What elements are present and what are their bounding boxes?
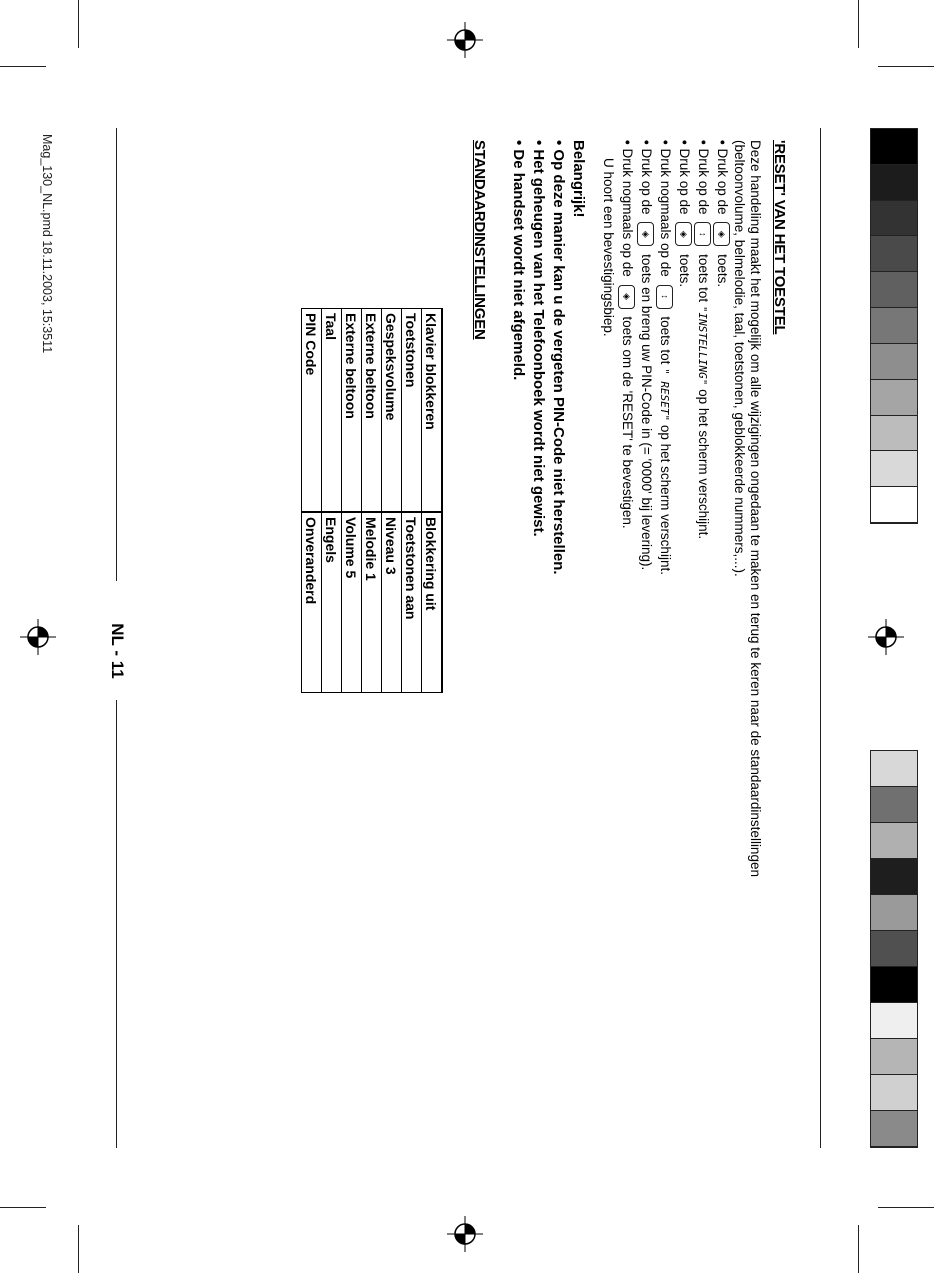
reset-title: 'RESET' VAN HET TOESTEL [771, 140, 788, 335]
reset-intro-line1: Deze handeling maakt het mogelijk om alle wijzigingen ongedaan te maken en terug te keren naar de standaardinstellingen [748, 140, 763, 877]
setting-name-cell: Klavier blokkeren [422, 309, 443, 513]
setting-value-cell: Engels [322, 512, 342, 692]
crop-mark [0, 66, 46, 67]
setting-name-cell: PIN Code [302, 309, 322, 513]
scroll-key-icon: ↕ [694, 222, 711, 246]
important-title: Belangrijk! [570, 140, 587, 218]
list-item: • Druk nogmaals op de ↕ toets tot " RESET" op het scherm verschijnt. [655, 140, 674, 575]
setting-value-cell: Toetstonen aan [402, 512, 422, 692]
list-item: • Druk op de ↕ toets tot "INSTELLING" op het scherm verschijnt. [693, 140, 712, 575]
color-swatch [871, 823, 917, 859]
table-row [342, 309, 362, 693]
color-swatch [871, 1039, 917, 1075]
crop-mark [858, 0, 859, 48]
setting-name-cell: Gespeksvolume [382, 309, 402, 513]
table-row [402, 309, 422, 693]
reset-steps [617, 140, 731, 575]
setting-value-cell: Volume 5 [342, 512, 362, 692]
defaults-title: STANDAARDINSTELLINGEN [471, 140, 488, 340]
setting-name-cell: Externe beltoon [362, 309, 382, 513]
ok-key-icon: ◈ [637, 222, 654, 246]
list-item: • Druk nogmaals op de ◈ toets om de 'RESET' te bevestigen. [617, 140, 636, 575]
color-swatch [871, 967, 917, 1003]
color-swatch [871, 416, 917, 452]
color-swatch [871, 1111, 917, 1147]
list-item: • Druk op de ◈ toets. [712, 140, 731, 575]
color-swatch [871, 751, 917, 787]
footer-rule-top [116, 128, 117, 581]
table-row [422, 309, 443, 693]
color-swatch [871, 1003, 917, 1039]
color-swatch [871, 380, 917, 416]
crop-mark [858, 1225, 859, 1273]
color-swatch [871, 129, 917, 165]
color-swatch [871, 272, 917, 308]
crop-mark [878, 66, 934, 67]
setting-value-cell: Melodie 1 [362, 512, 382, 692]
list-item: • De handset wordt niet afgemeld. [508, 140, 528, 575]
setting-value-cell: Blokkering uit [422, 512, 443, 692]
color-swatch [871, 451, 917, 487]
crop-mark [78, 1225, 79, 1273]
list-item: • Druk op de ◈ toets en breng uw PIN-Code in (= '0000' bij levering). [636, 140, 655, 575]
reset-intro-line2: (beltoonvolume, belmelodie, taal, toetstonen, geblokkeerde nummers,...). [732, 140, 747, 577]
footer-rule-bottom [116, 700, 117, 1148]
table-row [382, 309, 402, 693]
main-content [128, 140, 788, 1150]
setting-name-cell: Externe beltoon [342, 309, 362, 513]
registration-target-icon [20, 619, 56, 655]
scroll-key-icon: ↕ [656, 285, 673, 309]
color-swatch [871, 931, 917, 967]
color-swatch [871, 308, 917, 344]
crop-mark [78, 0, 79, 48]
table-row [362, 309, 382, 693]
color-swatch [871, 1075, 917, 1111]
grayscale-bar-top [870, 128, 918, 524]
important-list [508, 140, 568, 575]
setting-name-cell: Taal [322, 309, 342, 513]
table-row [302, 309, 322, 693]
table-row [322, 309, 342, 693]
ok-key-icon: ◈ [675, 222, 692, 246]
color-swatch [871, 165, 917, 201]
header-rule [820, 128, 821, 1148]
setting-value-cell: Niveau 3 [382, 512, 402, 692]
color-swatch [871, 895, 917, 931]
registration-target-icon [447, 22, 483, 58]
color-swatch [871, 859, 917, 895]
setting-value-cell: Onveranderd [302, 512, 322, 692]
crop-mark [0, 1207, 46, 1208]
list-item: • Druk op de ◈ toets. [674, 140, 693, 575]
confirm-text: U hoort een bevestigingsbiep. [601, 158, 616, 337]
defaults-table [301, 308, 443, 693]
list-item: • Het geheugen van het Telefoonboek wordt niet gewist. [528, 140, 548, 575]
color-swatch [871, 787, 917, 823]
grayscale-bar-bottom [870, 750, 918, 1148]
color-swatch [871, 487, 917, 523]
page-number: NL - 11 [108, 623, 127, 679]
setting-name-cell: Toetstonen [402, 309, 422, 513]
crop-mark [878, 1207, 934, 1208]
color-swatch [871, 201, 917, 237]
registration-target-icon [447, 1216, 483, 1252]
ok-key-icon: ◈ [713, 222, 730, 246]
ok-key-icon: ◈ [618, 285, 635, 309]
color-swatch [871, 344, 917, 380]
list-item: • Op deze manier kan u de vergeten PIN-Code niet herstellen. [548, 140, 568, 575]
color-swatch [871, 236, 917, 272]
footer-file-info: Mag_130_NL.pmd 18.11.2003, 15:3511 [40, 134, 54, 354]
registration-target-icon [868, 619, 904, 655]
